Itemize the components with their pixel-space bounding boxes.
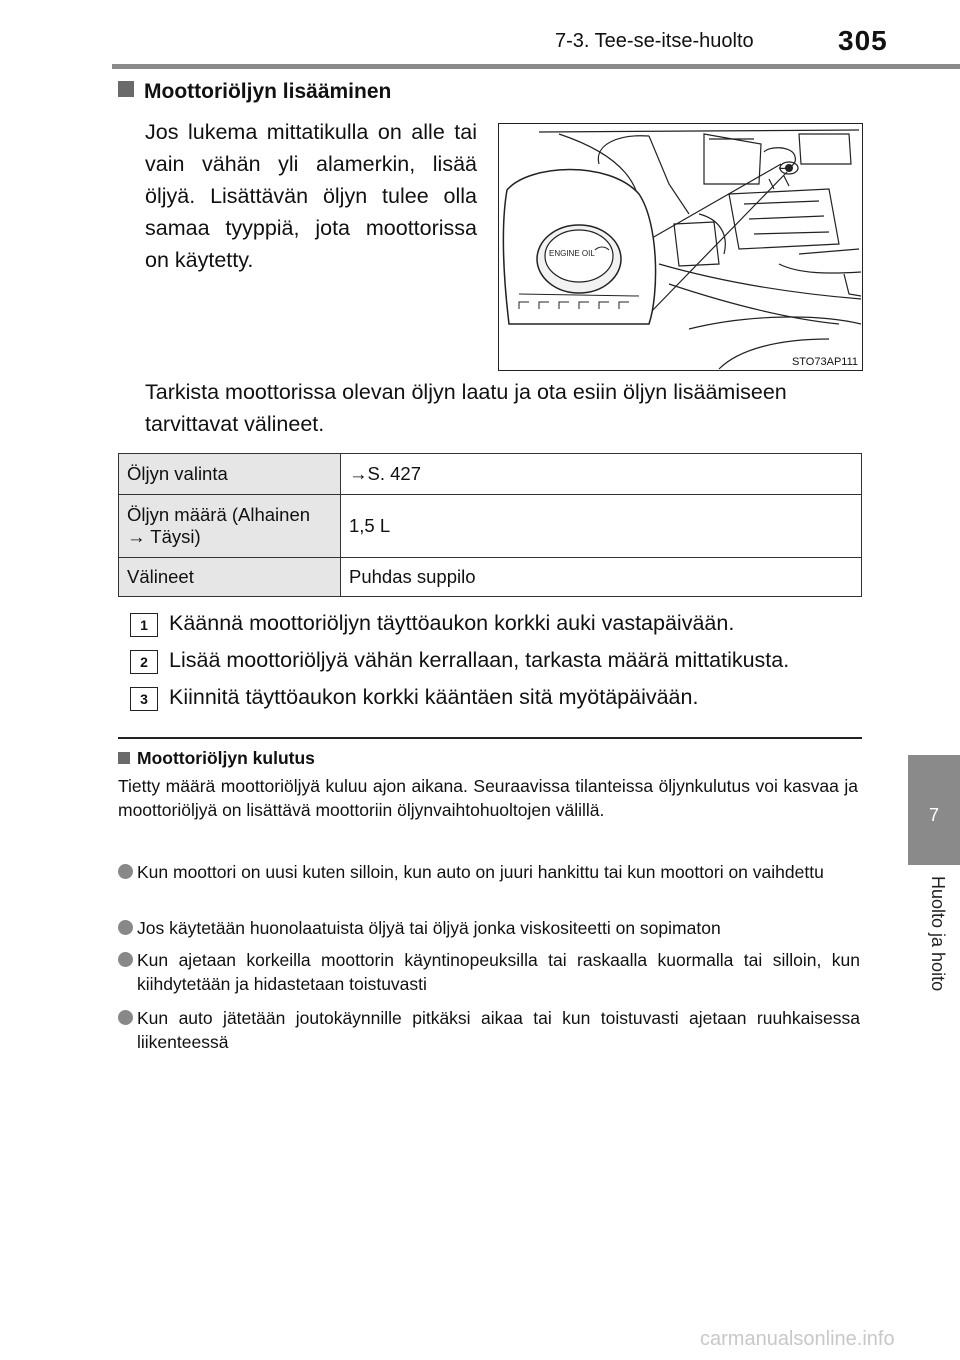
square-bullet-icon: [118, 81, 134, 97]
round-bullet-icon: [118, 920, 133, 935]
section-heading: [118, 80, 391, 104]
step-number-badge: 3: [130, 687, 158, 711]
subsection-title: Moottoriöljyn kulutus: [137, 748, 315, 768]
table-key: Välineet: [119, 558, 341, 597]
engine-bay-drawing: [499, 124, 862, 370]
step-number-badge: 1: [130, 613, 158, 637]
oil-spec-table: [118, 453, 862, 597]
chapter-title: [918, 876, 948, 1036]
engine-oil-cap-illustration: [498, 123, 863, 371]
table-value: Puhdas suppilo: [341, 558, 862, 597]
round-bullet-icon: [118, 952, 133, 967]
table-value: 1,5 L: [341, 495, 862, 558]
watermark: carmanualsonline.info: [700, 1328, 895, 1350]
chapter-number: 7: [928, 805, 939, 825]
intro-paragraph: Jos lukema mittatikulla on alle tai vain vähän yli alamerkin, lisää öljyä. Lisättävän öljyn tulee olla samaa tyyppiä, jota moottorissa on käytetty.: [145, 120, 477, 272]
square-bullet-icon: [118, 752, 130, 764]
list-item: [118, 948, 860, 996]
list-item: [118, 860, 860, 884]
list-item-text: Kun ajetaan korkeilla moottorin käyntinopeuksilla tai raskaalla kuormalla tai silloin, kun kiihdytetään ja hidastetaan toistuvasti: [137, 950, 860, 994]
list-item: [118, 1006, 860, 1054]
table-row: [119, 454, 862, 495]
table-value: →S. 427: [341, 454, 862, 495]
cap-label: ENGINE OIL: [549, 249, 595, 258]
list-item-text: Jos käytetään huonolaatuista öljyä tai öljyä jonka viskositeetti on sopimaton: [137, 918, 721, 938]
step-text: Käännä moottoriöljyn täyttöaukon korkki auki vastapäivään.: [169, 611, 735, 635]
step-text: Lisää moottoriöljyä vähän kerrallaan, tarkasta määrä mittatikusta.: [169, 648, 790, 672]
list-item-text: Kun moottori on uusi kuten silloin, kun auto on juuri hankittu tai kun moottori on vaihdettu: [137, 862, 824, 882]
table-key: Öljyn valinta: [119, 454, 341, 495]
header-rule: [112, 64, 960, 69]
figure-code: STO73AP111: [791, 356, 858, 368]
list-item-text: Kun auto jätetään joutokäynnille pitkäksi aikaa tai kun toistuvasti ajetaan ruuhkaisessa liikenteessä: [137, 1008, 860, 1052]
table-row: [119, 558, 862, 597]
table-row: [119, 495, 862, 558]
round-bullet-icon: [118, 864, 133, 879]
section-divider: [118, 737, 862, 739]
step-text: Kiinnitä täyttöaukon korkki kääntäen sitä myötäpäivään.: [169, 685, 699, 709]
round-bullet-icon: [118, 1010, 133, 1025]
subsection-heading: [118, 748, 315, 769]
section-title: Moottoriöljyn lisääminen: [144, 80, 392, 103]
list-item: [118, 916, 860, 940]
chapter-title-text: Huolto ja hoito: [928, 876, 948, 992]
table-key: Öljyn määrä (Alhainen → Täysi): [119, 495, 341, 558]
page-number: 305: [838, 25, 888, 56]
header-section-title: 7-3. Tee-se-itse-huolto: [555, 30, 754, 52]
magnified-cap-view: [503, 170, 655, 325]
subsection-paragraph: Tietty määrä moottoriöljyä kuluu ajon aikana. Seuraavissa tilanteissa öljynkulutus voi kasvaa ja moottoriöljyä on lisättävä moottoriin öljynvaihtohuoltojen välillä.: [118, 776, 858, 820]
step-number-badge: 2: [130, 650, 158, 674]
check-paragraph: Tarkista moottorissa olevan öljyn laatu ja ota esiin öljyn lisäämiseen tarvittavat välineet.: [145, 380, 787, 436]
